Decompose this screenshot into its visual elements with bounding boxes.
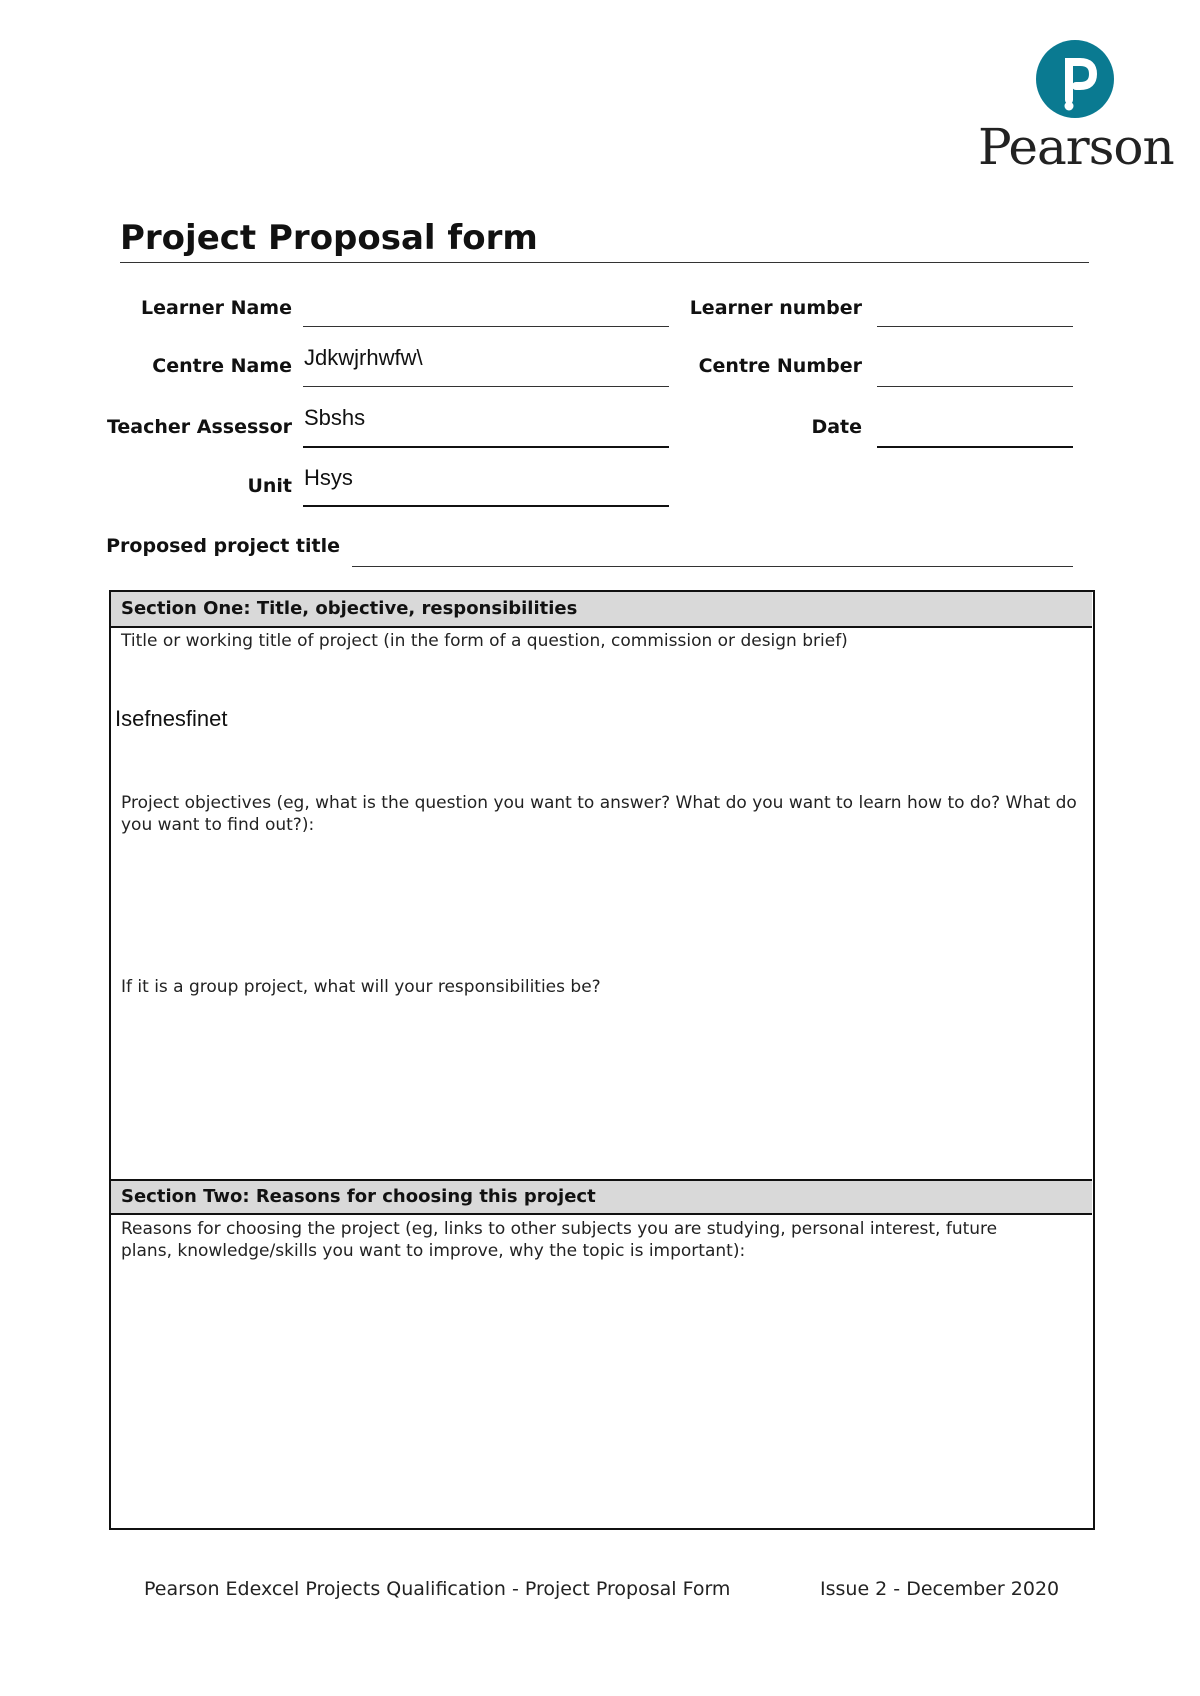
centre-number-field[interactable] [877, 386, 1073, 387]
centre-name-value[interactable]: Jdkwjrhwfw\ [304, 345, 423, 370]
reasons-prompt: Reasons for choosing the project (eg, links to other subjects you are studying, personal interest, future plans, knowledge/skills you want to improve, why the topic is important): [121, 1219, 998, 1261]
learner-number-label: Learner number [689, 297, 862, 319]
responsibilities-prompt: If it is a group project, what will your responsibilities be? [121, 977, 601, 997]
teacher-assessor-field[interactable] [303, 446, 669, 448]
proposal-sections-box [109, 590, 1095, 1530]
section-two-heading: Section Two: Reasons for choosing this project [111, 1179, 1092, 1215]
title-prompt: Title or working title of project (in the form of a question, commission or design brief) [121, 631, 848, 651]
logo-p-glyph-icon [1036, 40, 1114, 118]
teacher-assessor-label: Teacher Assessor [106, 416, 292, 438]
centre-number-label: Centre Number [698, 355, 862, 377]
footer-issue: Issue 2 - December 2020 [820, 1578, 1060, 1600]
date-field[interactable] [877, 446, 1073, 448]
footer-document-name: Pearson Edexcel Projects Qualification - Project Proposal Form [144, 1578, 731, 1600]
learner-name-field[interactable] [303, 326, 669, 327]
pearson-logo-icon [1036, 40, 1114, 118]
proposed-title-label: Proposed project title [106, 535, 340, 557]
objectives-prompt: Project objectives (eg, what is the question you want to answer? What do you want to learn how to do? What do you want to find out?): [121, 793, 1077, 835]
unit-value[interactable]: Hsys [304, 465, 353, 490]
centre-name-label: Centre Name [152, 355, 292, 377]
unit-field[interactable] [303, 505, 669, 507]
section-one-heading: Section One: Title, objective, responsibilities [111, 592, 1092, 628]
pearson-wordmark: Pearson [978, 118, 1174, 176]
unit-label: Unit [247, 475, 292, 497]
proposed-title-field[interactable] [352, 566, 1073, 567]
date-label: Date [811, 416, 862, 438]
centre-name-field[interactable] [303, 386, 669, 387]
learner-number-field[interactable] [877, 326, 1073, 327]
page-title: Project Proposal form [120, 218, 538, 258]
title-rule [120, 262, 1089, 263]
learner-name-label: Learner Name [141, 297, 292, 319]
teacher-assessor-value[interactable]: Sbshs [304, 405, 366, 430]
title-answer[interactable]: Isefnesfinet [115, 706, 228, 731]
